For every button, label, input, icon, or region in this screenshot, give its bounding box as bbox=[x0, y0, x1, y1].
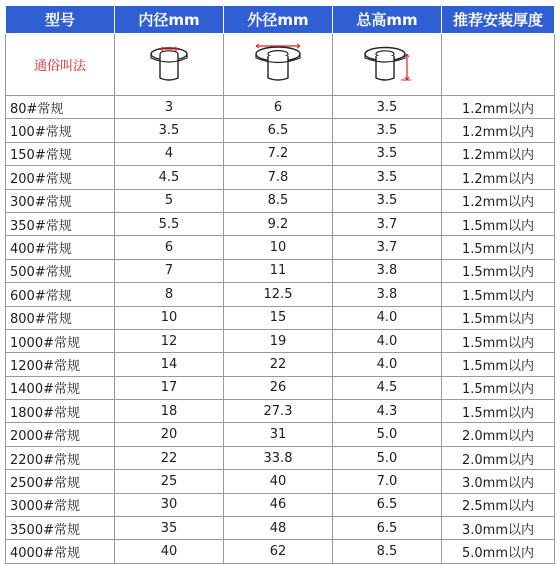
total-height-cell: 6.5 bbox=[333, 517, 442, 540]
eyelet-outer-diameter-icon bbox=[248, 40, 308, 90]
total-height-cell: 5.0 bbox=[333, 446, 442, 469]
total-height-cell: 3.5 bbox=[333, 142, 442, 165]
outer-diameter-cell: 10 bbox=[224, 236, 333, 259]
model-cell: 1200#常规 bbox=[6, 353, 115, 376]
table-row bbox=[6, 353, 555, 376]
thickness-cell: 1.2mm以内 bbox=[442, 119, 555, 142]
spec-table-container bbox=[5, 5, 554, 564]
model-cell: 2000#常规 bbox=[6, 423, 115, 446]
model-cell: 3000#常规 bbox=[6, 493, 115, 516]
outer-diameter-cell: 7.2 bbox=[224, 142, 333, 165]
outer-diameter-cell: 6.5 bbox=[224, 119, 333, 142]
outer-diameter-cell: 15 bbox=[224, 306, 333, 329]
inner-diameter-cell: 7 bbox=[115, 259, 224, 282]
thickness-cell: 3.0mm以内 bbox=[442, 470, 555, 493]
eyelet-height-icon bbox=[357, 40, 417, 90]
total-height-cell: 3.8 bbox=[333, 259, 442, 282]
thickness-cell: 1.5mm以内 bbox=[442, 329, 555, 352]
model-cell: 400#常规 bbox=[6, 236, 115, 259]
table-row bbox=[6, 96, 555, 119]
thickness-cell: 1.5mm以内 bbox=[442, 306, 555, 329]
inner-diameter-cell: 3 bbox=[115, 96, 224, 119]
inner-diameter-illustration bbox=[115, 34, 224, 96]
outer-diameter-cell: 46 bbox=[224, 493, 333, 516]
inner-diameter-cell: 35 bbox=[115, 517, 224, 540]
header-inner-diameter: 内径mm bbox=[115, 6, 224, 34]
inner-diameter-cell: 6 bbox=[115, 236, 224, 259]
inner-diameter-cell: 40 bbox=[115, 540, 224, 563]
table-row bbox=[6, 493, 555, 516]
total-height-cell: 8.5 bbox=[333, 540, 442, 563]
table-row bbox=[6, 470, 555, 493]
table-row bbox=[6, 166, 555, 189]
model-cell: 150#常规 bbox=[6, 142, 115, 165]
model-cell: 2200#常规 bbox=[6, 446, 115, 469]
model-cell: 200#常规 bbox=[6, 166, 115, 189]
model-cell: 100#常规 bbox=[6, 119, 115, 142]
thickness-cell: 5.0mm以内 bbox=[442, 540, 555, 563]
thickness-cell: 1.5mm以内 bbox=[442, 212, 555, 235]
outer-diameter-cell: 12.5 bbox=[224, 283, 333, 306]
total-height-cell: 3.8 bbox=[333, 283, 442, 306]
model-cell: 3500#常规 bbox=[6, 517, 115, 540]
model-cell: 500#常规 bbox=[6, 259, 115, 282]
total-height-cell: 5.0 bbox=[333, 423, 442, 446]
thickness-cell: 1.5mm以内 bbox=[442, 236, 555, 259]
total-height-cell: 3.7 bbox=[333, 212, 442, 235]
outer-diameter-cell: 48 bbox=[224, 517, 333, 540]
outer-diameter-illustration bbox=[224, 34, 333, 96]
model-cell: 4000#常规 bbox=[6, 540, 115, 563]
inner-diameter-cell: 8 bbox=[115, 283, 224, 306]
model-cell: 1000#常规 bbox=[6, 329, 115, 352]
model-cell: 80#常规 bbox=[6, 96, 115, 119]
total-height-cell: 6.5 bbox=[333, 493, 442, 516]
outer-diameter-cell: 62 bbox=[224, 540, 333, 563]
model-cell: 300#常规 bbox=[6, 189, 115, 212]
model-cell: 800#常规 bbox=[6, 306, 115, 329]
thickness-cell: 1.2mm以内 bbox=[442, 189, 555, 212]
outer-diameter-cell: 33.8 bbox=[224, 446, 333, 469]
thickness-cell: 1.2mm以内 bbox=[442, 96, 555, 119]
model-cell: 350#常规 bbox=[6, 212, 115, 235]
table-row bbox=[6, 119, 555, 142]
thickness-cell: 2.0mm以内 bbox=[442, 446, 555, 469]
table-row bbox=[6, 236, 555, 259]
table-row bbox=[6, 259, 555, 282]
header-total-height: 总高mm bbox=[333, 6, 442, 34]
model-cell: 1400#常规 bbox=[6, 376, 115, 399]
thickness-cell: 2.5mm以内 bbox=[442, 493, 555, 516]
inner-diameter-cell: 12 bbox=[115, 329, 224, 352]
table-row bbox=[6, 212, 555, 235]
outer-diameter-cell: 22 bbox=[224, 353, 333, 376]
inner-diameter-cell: 10 bbox=[115, 306, 224, 329]
inner-diameter-cell: 20 bbox=[115, 423, 224, 446]
table-row bbox=[6, 189, 555, 212]
header-model: 型号 bbox=[6, 6, 115, 34]
table-row bbox=[6, 400, 555, 423]
total-height-cell: 3.7 bbox=[333, 236, 442, 259]
table-row bbox=[6, 517, 555, 540]
table-row bbox=[6, 423, 555, 446]
total-height-cell: 4.5 bbox=[333, 376, 442, 399]
table-row bbox=[6, 329, 555, 352]
total-height-cell: 3.5 bbox=[333, 166, 442, 189]
icon-row-empty-cell bbox=[442, 34, 555, 96]
thickness-cell: 1.2mm以内 bbox=[442, 142, 555, 165]
inner-diameter-cell: 14 bbox=[115, 353, 224, 376]
thickness-cell: 1.5mm以内 bbox=[442, 353, 555, 376]
outer-diameter-cell: 7.8 bbox=[224, 166, 333, 189]
outer-diameter-cell: 31 bbox=[224, 423, 333, 446]
table-row bbox=[6, 142, 555, 165]
table-row bbox=[6, 306, 555, 329]
thickness-cell: 1.5mm以内 bbox=[442, 259, 555, 282]
outer-diameter-cell: 26 bbox=[224, 376, 333, 399]
total-height-cell: 4.3 bbox=[333, 400, 442, 423]
outer-diameter-cell: 27.3 bbox=[224, 400, 333, 423]
inner-diameter-cell: 5 bbox=[115, 189, 224, 212]
thickness-cell: 1.2mm以内 bbox=[442, 166, 555, 189]
icon-row bbox=[6, 34, 555, 96]
inner-diameter-cell: 5.5 bbox=[115, 212, 224, 235]
thickness-cell: 1.5mm以内 bbox=[442, 376, 555, 399]
total-height-cell: 3.5 bbox=[333, 189, 442, 212]
outer-diameter-cell: 8.5 bbox=[224, 189, 333, 212]
thickness-cell: 2.0mm以内 bbox=[442, 423, 555, 446]
thickness-cell: 1.5mm以内 bbox=[442, 283, 555, 306]
inner-diameter-cell: 30 bbox=[115, 493, 224, 516]
inner-diameter-cell: 18 bbox=[115, 400, 224, 423]
total-height-cell: 4.0 bbox=[333, 329, 442, 352]
inner-diameter-cell: 4.5 bbox=[115, 166, 224, 189]
total-height-cell: 4.0 bbox=[333, 306, 442, 329]
outer-diameter-cell: 19 bbox=[224, 329, 333, 352]
inner-diameter-cell: 17 bbox=[115, 376, 224, 399]
outer-diameter-cell: 11 bbox=[224, 259, 333, 282]
inner-diameter-cell: 3.5 bbox=[115, 119, 224, 142]
inner-diameter-cell: 4 bbox=[115, 142, 224, 165]
total-height-illustration bbox=[333, 34, 442, 96]
eyelet-spec-table bbox=[5, 5, 555, 564]
table-row bbox=[6, 376, 555, 399]
inner-diameter-cell: 25 bbox=[115, 470, 224, 493]
table-row bbox=[6, 446, 555, 469]
model-cell: 600#常规 bbox=[6, 283, 115, 306]
inner-diameter-cell: 22 bbox=[115, 446, 224, 469]
model-cell: 2500#常规 bbox=[6, 470, 115, 493]
table-row bbox=[6, 283, 555, 306]
total-height-cell: 7.0 bbox=[333, 470, 442, 493]
header-row bbox=[6, 6, 555, 34]
model-cell: 1800#常规 bbox=[6, 400, 115, 423]
common-name-label: 通俗叫法 bbox=[6, 34, 115, 96]
eyelet-inner-diameter-icon bbox=[144, 40, 194, 90]
outer-diameter-cell: 6 bbox=[224, 96, 333, 119]
header-outer-diameter: 外径mm bbox=[224, 6, 333, 34]
header-recommended-thickness: 推荐安装厚度 bbox=[442, 6, 555, 34]
outer-diameter-cell: 40 bbox=[224, 470, 333, 493]
thickness-cell: 1.5mm以内 bbox=[442, 400, 555, 423]
total-height-cell: 3.5 bbox=[333, 96, 442, 119]
thickness-cell: 3.0mm以内 bbox=[442, 517, 555, 540]
total-height-cell: 3.5 bbox=[333, 119, 442, 142]
total-height-cell: 4.0 bbox=[333, 353, 442, 376]
outer-diameter-cell: 9.2 bbox=[224, 212, 333, 235]
